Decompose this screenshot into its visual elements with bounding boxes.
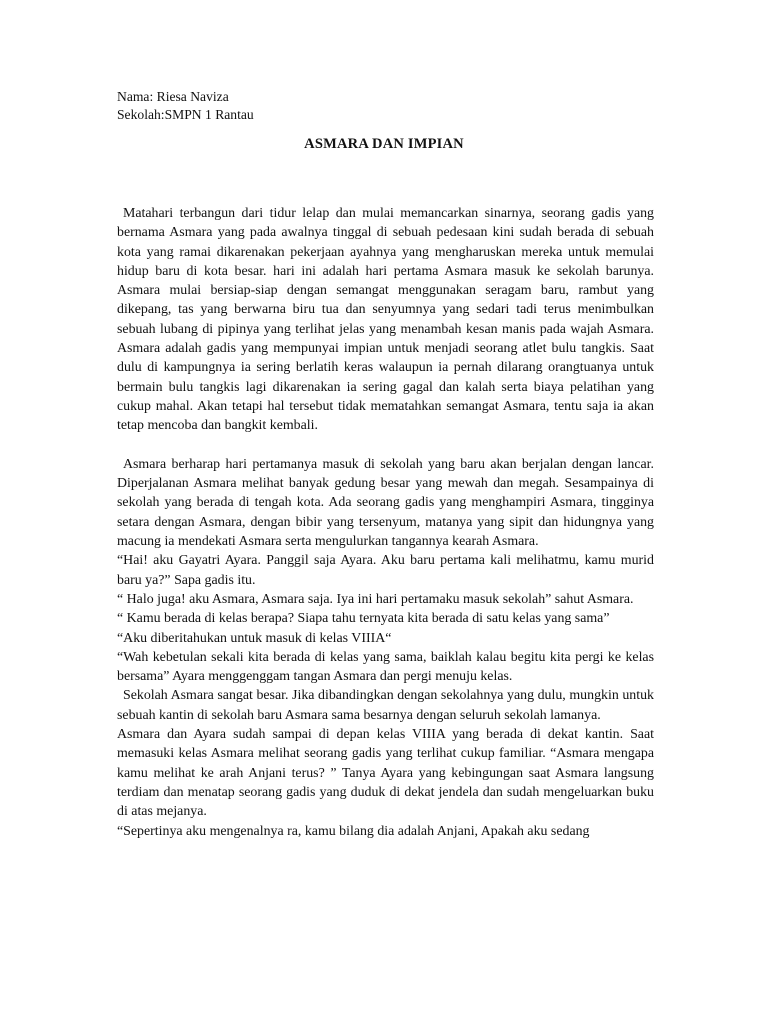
paragraph: Asmara dan Ayara sudah sampai di depan kelas VIIIA yang berada di dekat kantin. Saat memasuki kelas Asmara melihat seorang gadis yang terlihat cukup familiar. “Asmara mengapa kamu melihat ke arah Anjani terus? ” Tanya Ayara yang kebingungan saat Asmara langsung terdiam dan menatap seorang gadis yang duduk di dekat jendela dan sudah mengeluarkan buku di atas mejanya. <box>117 727 654 820</box>
author-name-line: Nama: Riesa Naviza <box>117 89 229 104</box>
document-header <box>117 88 254 124</box>
dialogue-line: “ Halo juga! aku Asmara, Asmara saja. Iya ini hari pertamaku masuk sekolah” sahut Asmara. <box>117 591 634 607</box>
dialogue-line: “Sepertinya aku mengenalnya ra, kamu bilang dia adalah Anjani, Apakah aku sedang <box>117 823 590 839</box>
dialogue-line: “Hai! aku Gayatri Ayara. Panggil saja Ayara. Aku baru pertama kali melihatmu, kamu murid baru ya?” Sapa gadis itu. <box>117 553 654 588</box>
dialogue-line: “ Kamu berada di kelas berapa? Siapa tahu ternyata kita berada di satu kelas yang sama” <box>117 611 610 627</box>
school-line: Sekolah:SMPN 1 Rantau <box>117 107 254 122</box>
paragraph: Matahari terbangun dari tidur lelap dan mulai memancarkan sinarnya, seorang gadis yang bernama Asmara yang pada awalnya tinggal di sebuah pedesaan kini sudah berada di sebuah kota yang ramai dikarenakan pekerjaan ayahnya yang mengharuskan mereka untuk memulai hidup baru di kota besar. hari ini adalah hari pertama Asmara masuk ke sekolah barunya. Asmara mulai bersiap-siap dengan semangat menggunakan seragam baru, rambut yang dikepang, tas yang berwarna biru tua dan senyumnya yang sedari tadi terus menimbulkan sebuah lubang di pipinya yang terlihat jelas yang menambah kesan manis pada wajah Asmara. Asmara adalah gadis yang mempunyai impian untuk menjadi seorang atlet bulu tangkis. Saat dulu di kampungnya ia sering berlatih keras walaupun ia pernah dilarang orangtuanya untuk bermain bulu tangkis lagi dikarenakan ia sering gagal dan kalah serta biaya pelatihan yang cukup mahal. Akan tetapi hal tersebut tidak mematahkan semangat Asmara, tentu saja ia akan tetap mencoba dan bangkit kembali. <box>117 206 654 434</box>
paragraph: Asmara berharap hari pertamanya masuk di sekolah yang baru akan berjalan dengan lancar. Diperjalanan Asmara melihat banyak gedung besar yang mewah dan megah. Sesampainya di sekolah yang berada di tengah kota. Ada seorang gadis yang menghampiri Asmara, tingginya setara dengan Asmara, dengan bibir yang tersenyum, matanya yang sipit dan hidungnya yang macung ia mendekati Asmara serta mengulurkan tangannya kearah Asmara. <box>117 456 654 550</box>
paragraph: Sekolah Asmara sangat besar. Jika dibandingkan dengan sekolahnya yang dulu, mungkin untuk sebuah kantin di sekolah baru Asmara sama besarnya dengan seluruh sekolah lamanya. <box>117 688 654 723</box>
document-title: ASMARA DAN IMPIAN <box>304 136 464 152</box>
dialogue-line: “Aku diberitahukan untuk masuk di kelas VIIIA“ <box>117 630 392 646</box>
document-body <box>117 204 654 841</box>
dialogue-line: “Wah kebetulan sekali kita berada di kelas yang sama, baiklah kalau begitu kita pergi ke kelas bersama” Ayara menggenggam tangan Asmara dan pergi menuju kelas. <box>117 649 654 685</box>
